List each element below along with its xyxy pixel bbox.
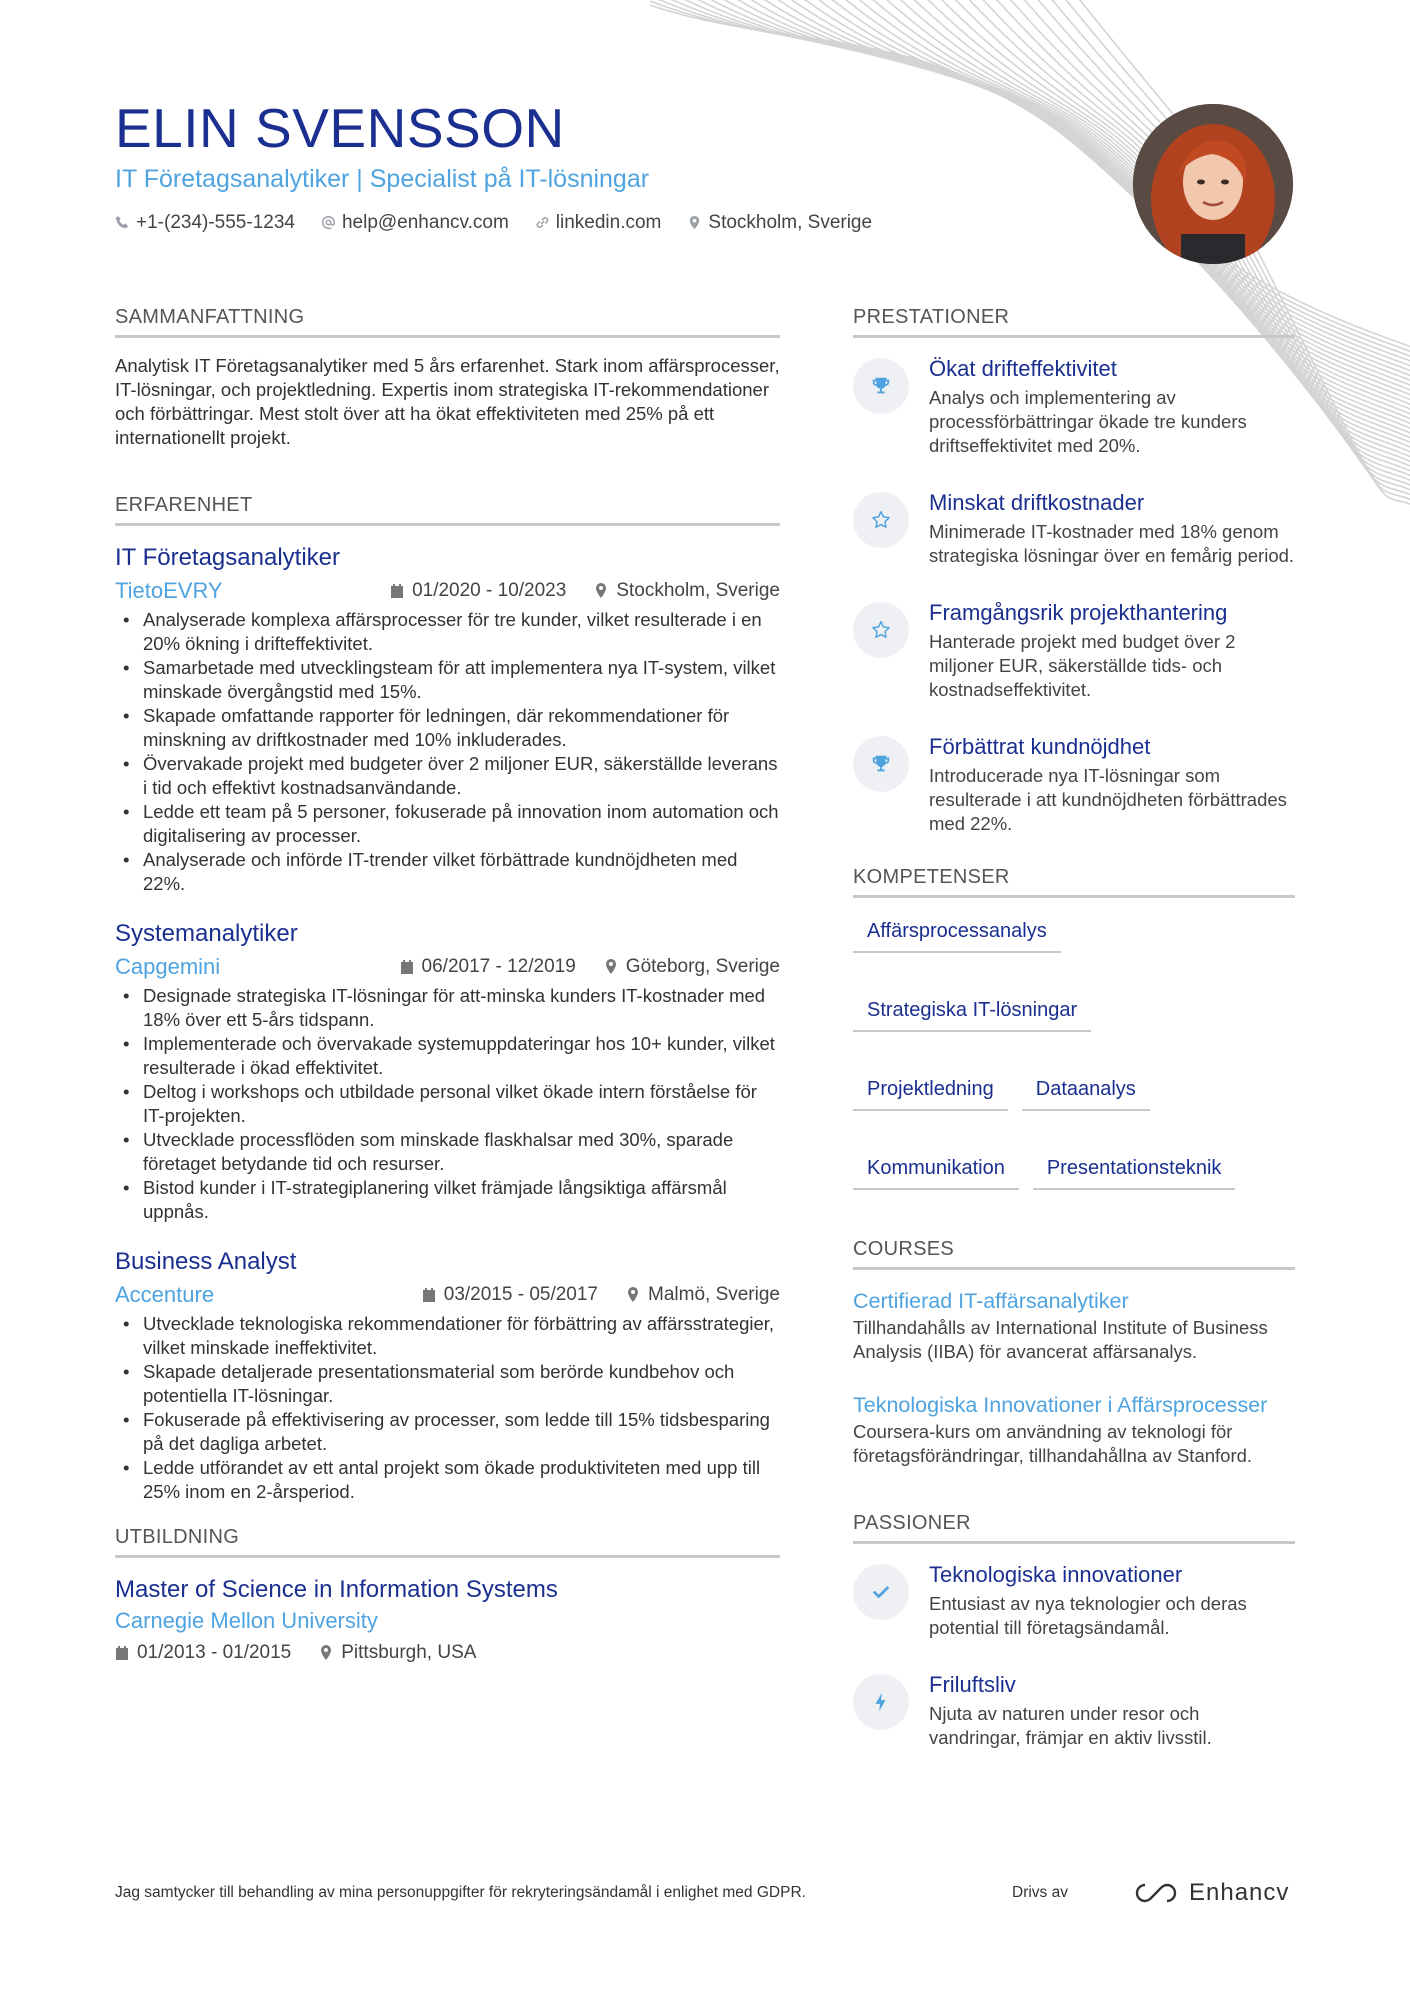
job-meta-right (390, 580, 780, 602)
enhancv-logo-text: Enhancv (1189, 1879, 1290, 1906)
icon-badge (853, 1674, 909, 1730)
job-location (626, 1284, 780, 1306)
courses-section (853, 1238, 1295, 1468)
skill-tag: Kommunikation (853, 1151, 1019, 1190)
job-dates-text: 01/2020 - 10/2023 (412, 580, 567, 601)
candidate-title: IT Företagsanalytiker | Specialist på IT-lösningar (115, 164, 650, 193)
job-bullets (115, 608, 780, 896)
education-location-text: Pittsburgh, USA (341, 1642, 477, 1663)
job-bullet: • Implementerade och övervakade systemuppdateringar hos 10+ kunder, vilket resulterade i ökad effektivitet. (115, 1032, 780, 1080)
contact-email[interactable] (321, 212, 509, 234)
item-title: Framgångsrik projekthantering (929, 600, 1228, 625)
job-meta (115, 578, 780, 604)
company-name: TietoEVRY (115, 578, 223, 603)
item-description: Hanterade projekt med budget över 2 miljoner EUR, säkerställde tids- och kostnadseffektivitet. (929, 631, 1236, 700)
location-text: Stockholm, Sverige (708, 211, 873, 233)
job-location-text: Malmö, Sverige (648, 1284, 780, 1305)
email-text: help@enhancv.com (341, 211, 509, 233)
job-bullet: • Deltog i workshops och utbildade personal vilket ökade intern förståelse för IT-projekten. (115, 1080, 780, 1128)
link-icon (535, 215, 550, 230)
job-dates (400, 956, 576, 978)
job-dates-text: 03/2015 - 05/2017 (443, 1284, 598, 1305)
job-dates (390, 580, 566, 602)
education-section (115, 1526, 780, 1664)
job-bullet: • Bistod kunder i IT-strategiplanering vilket främjade långsiktiga affärsmål uppnås. (115, 1176, 780, 1224)
location-pin-icon (319, 1645, 333, 1661)
skill-tag: Presentationsteknik (1033, 1151, 1236, 1190)
summary-text: Analytisk IT Företagsanalytiker med 5 års erfarenhet. Stark inom affärsprocesser, IT-lösningar, och projektledning. Expertis inom strategiska IT-rekommendationer och förbättringar. Mest stolt över att ha ökat effektiviteten med 25% på ett internationellt projekt. (115, 355, 780, 448)
passions-section (853, 1512, 1295, 1750)
phone-icon (115, 215, 130, 230)
star-icon (870, 509, 892, 531)
job-bullet: • Ledde ett team på 5 personer, fokuserade på innovation inom automation och digitalisering av processer. (115, 800, 780, 848)
job-bullet: • Fokuserade på effektivisering av processer, som ledde till 15% tidsbesparing på det dagliga arbetet. (115, 1408, 780, 1456)
section-title-summary: SAMMANFATTNING (115, 306, 780, 338)
skill-tag: Dataanalys (1022, 1072, 1150, 1111)
section-title-achievements: PRESTATIONER (853, 306, 1295, 338)
company-name: Accenture (115, 1282, 215, 1307)
location-pin-icon (626, 1287, 640, 1303)
section-title-skills: KOMPETENSER (853, 866, 1295, 898)
icon-badge (853, 602, 909, 658)
skill-tag: Strategiska IT-lösningar (853, 993, 1091, 1032)
education-dates (115, 1642, 291, 1664)
item-title: Ökat drifteffektivitet (929, 356, 1117, 381)
section-title-experience: ERFARENHET (115, 494, 780, 526)
trophy-icon (870, 375, 892, 397)
degree-title: Master of Science in Information Systems (115, 1576, 558, 1603)
location-pin-icon (604, 959, 618, 975)
job-bullet: • Skapade omfattande rapporter för ledningen, där rekommendationer för minskning av driftkostnader med 10% inkluderades. (115, 704, 780, 752)
candidate-name: ELIN SVENSSON (115, 97, 565, 159)
item-body (929, 488, 1295, 568)
job-dates (422, 1284, 598, 1306)
job-location-text: Göteborg, Sverige (625, 956, 780, 977)
job-meta (115, 1282, 780, 1308)
job-bullets (115, 984, 780, 1224)
calendar-icon (400, 959, 414, 975)
item-description: Introducerade nya IT-lösningar som resulterade i att kundnöjdheten förbättrades med 22%. (929, 765, 1287, 834)
contact-location (687, 212, 872, 234)
job-bullet: • Designade strategiska IT-lösningar för att-minska kunders IT-kostnader med 18% över ett 5-års tidspann. (115, 984, 780, 1032)
job-bullets (115, 1312, 780, 1504)
job-entry (115, 542, 780, 896)
education-dates-text: 01/2013 - 01/2015 (137, 1642, 292, 1663)
course-description: Coursera-kurs om användning av teknologi för företagsförändringar, tillhandahållna av Stanford. (853, 1421, 1253, 1466)
passion-item (853, 1670, 1295, 1750)
right-column (853, 306, 1295, 1780)
item-body (929, 1560, 1295, 1640)
job-meta-right (400, 956, 780, 978)
icon-badge (853, 1564, 909, 1620)
skills-list (853, 914, 1295, 1190)
calendar-icon (390, 583, 404, 599)
school-name: Carnegie Mellon University (115, 1608, 378, 1633)
job-bullet: • Skapade detaljerade presentationsmaterial som berörde kundbehov och potentiella IT-lösningar. (115, 1360, 780, 1408)
resume-header (115, 98, 1115, 234)
section-title-education: UTBILDNING (115, 1526, 780, 1558)
location-pin-icon (594, 583, 608, 599)
company-name: Capgemini (115, 954, 221, 979)
job-bullet: • Övervakade projekt med budgeter över 2 miljoner EUR, säkerställde leverans i tid och effektivt kostnadsanvändande. (115, 752, 780, 800)
course-title: Teknologiska Innovationer i Affärsprocesser (853, 1393, 1268, 1417)
item-title: Förbättrat kundnöjdhet (929, 734, 1151, 759)
job-bullet: • Utvecklade processflöden som minskade flaskhalsar med 30%, sparade företaget betydande tid och resurser. (115, 1128, 780, 1176)
job-bullet: • Samarbetade med utvecklingsteam för att implementera nya IT-system, vilket minskade övergångstid med 15%. (115, 656, 780, 704)
bolt-icon (870, 1691, 892, 1713)
skill-tag: Affärsprocessanalys (853, 914, 1061, 953)
passion-item (853, 1560, 1295, 1640)
icon-badge (853, 736, 909, 792)
job-bullet: • Analyserade och införde IT-trender vilket förbättrade kundnöjdheten med 22%. (115, 848, 780, 896)
achievement-item (853, 732, 1295, 836)
item-body (929, 1670, 1295, 1750)
item-description: Entusiast av nya teknologier och deras potential till företagsändamål. (929, 1593, 1247, 1638)
job-meta (115, 954, 780, 980)
course-title: Certifierad IT-affärsanalytiker (853, 1289, 1129, 1313)
footer (115, 1879, 1295, 1906)
job-bullet: • Ledde utförandet av ett antal projekt som ökade produktiviteten med upp till 25% inom en 2-årsperiod. (115, 1456, 780, 1504)
summary-section (115, 306, 780, 450)
calendar-icon (115, 1645, 129, 1661)
course-description: Tillhandahålls av International Institute of Business Analysis (IIBA) för avancerat affärsanalys. (853, 1317, 1268, 1362)
item-description: Analys och implementering av processförbättringar ökade tre kunders driftseffektivitet med 20%. (929, 387, 1247, 456)
item-title: Minskat driftkostnader (929, 490, 1145, 515)
icon-badge (853, 492, 909, 548)
skill-tag: Projektledning (853, 1072, 1008, 1111)
star-icon (870, 619, 892, 641)
enhancv-logo[interactable] (1133, 1879, 1289, 1907)
item-title: Teknologiska innovationer (929, 1562, 1183, 1587)
at-icon (321, 215, 336, 230)
achievements-section (853, 306, 1295, 836)
achievement-item (853, 354, 1295, 458)
experience-section (115, 494, 780, 1504)
job-title: Business Analyst (115, 1248, 297, 1275)
achievement-item (853, 488, 1295, 568)
powered-by-text: Drivs av (1012, 1884, 1068, 1901)
phone-text: +1-(234)-555-1234 (136, 211, 295, 233)
item-body (929, 598, 1295, 702)
job-title: IT Företagsanalytiker (115, 544, 340, 571)
skills-section (853, 866, 1295, 1190)
item-description: Minimerade IT-kostnader med 18% genom strategiska lösningar över en femårig period. (929, 521, 1295, 566)
linkedin-text: linkedin.com (555, 211, 662, 233)
check-icon (870, 1581, 892, 1603)
profile-photo (1133, 104, 1293, 264)
contact-bar (115, 212, 1115, 234)
gdpr-consent-text: Jag samtycker till behandling av mina personuppgifter för rekryteringsändamål i enlighet med GDPR. (115, 1884, 806, 1901)
item-description: Njuta av naturen under resor och vandringar, främjar en aktiv livsstil. (929, 1703, 1212, 1748)
section-title-courses: COURSES (853, 1238, 1295, 1270)
item-title: Friluftsliv (929, 1672, 1016, 1697)
trophy-icon (870, 753, 892, 775)
enhancv-logo-icon (1133, 1881, 1179, 1905)
job-title: Systemanalytiker (115, 920, 298, 947)
job-entry (115, 1246, 780, 1504)
job-location (594, 580, 780, 602)
calendar-icon (422, 1287, 436, 1303)
course-item (853, 1286, 1295, 1364)
section-title-passions: PASSIONER (853, 1512, 1295, 1544)
course-item (853, 1390, 1295, 1468)
education-location (319, 1642, 476, 1664)
job-bullet: • Utvecklade teknologiska rekommendationer för förbättring av affärsstrategier, vilket minskade ineffektivitet. (115, 1312, 780, 1360)
contact-phone[interactable] (115, 212, 295, 234)
contact-linkedin[interactable] (535, 212, 662, 234)
job-entry (115, 918, 780, 1224)
item-body (929, 354, 1295, 458)
item-body (929, 732, 1295, 836)
job-location-text: Stockholm, Sverige (616, 580, 780, 601)
left-column (115, 306, 780, 1664)
icon-badge (853, 358, 909, 414)
achievement-item (853, 598, 1295, 702)
job-dates-text: 06/2017 - 12/2019 (421, 956, 576, 977)
education-meta (115, 1642, 780, 1664)
job-bullet: • Analyserade komplexa affärsprocesser för tre kunder, vilket resulterade i en 20% ökning i drifteffektivitet. (115, 608, 780, 656)
location-pin-icon (687, 215, 702, 230)
job-location (604, 956, 780, 978)
job-meta-right (422, 1284, 780, 1306)
